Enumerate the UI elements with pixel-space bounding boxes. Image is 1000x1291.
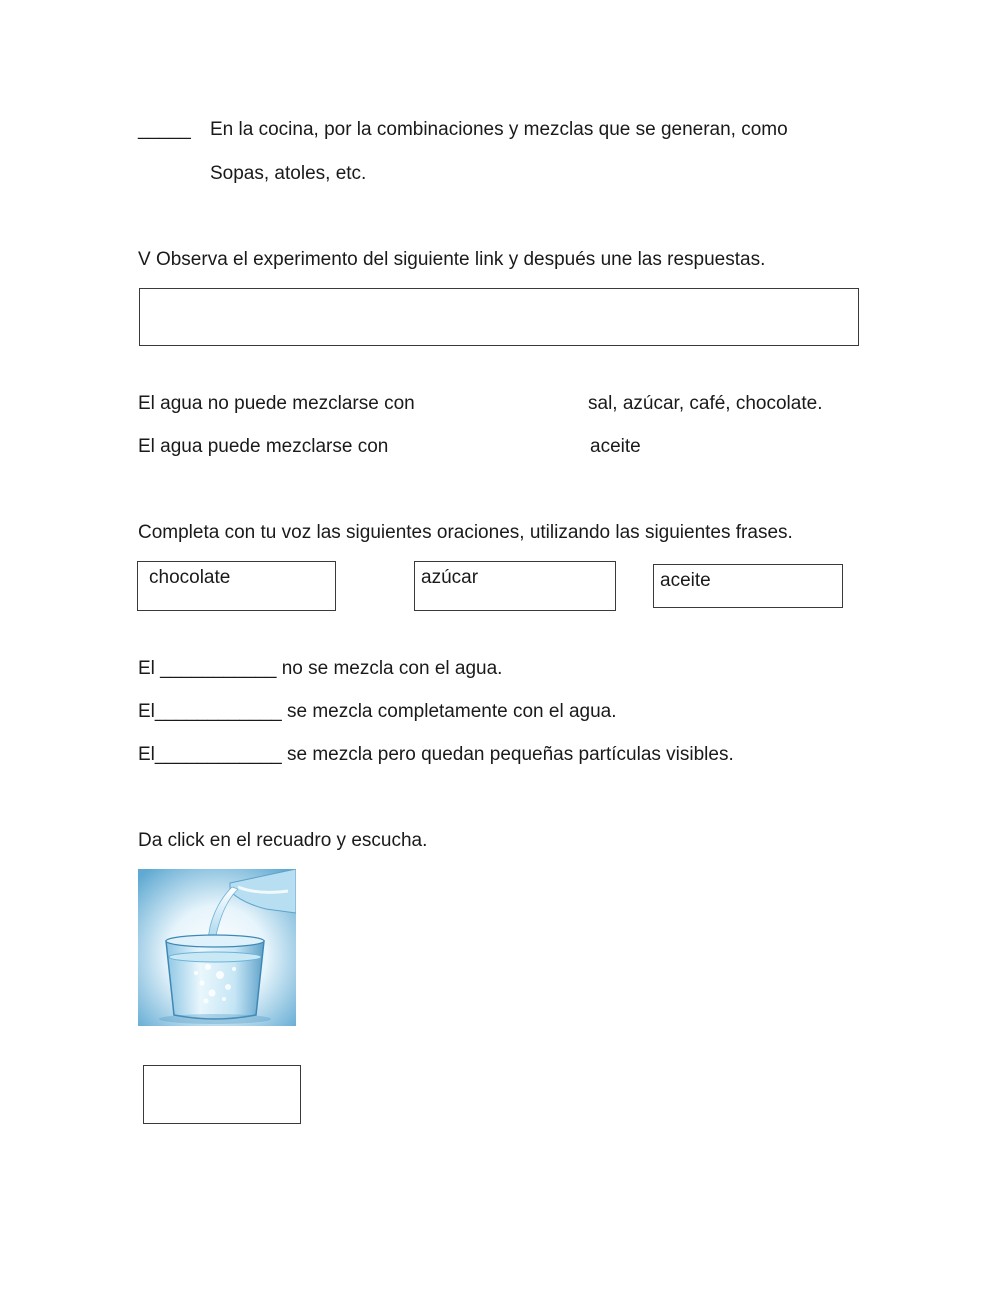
- listen-instruction: Da click en el recuadro y escucha.: [138, 830, 428, 851]
- match-left-1[interactable]: El agua no puede mezclarse con: [138, 393, 415, 414]
- answer-blank[interactable]: _____: [138, 119, 191, 140]
- sentence-2[interactable]: El____________ se mezcla completamente con el agua.: [138, 701, 617, 722]
- water-glass-image: [138, 869, 296, 1026]
- sentence-3[interactable]: El____________ se mezcla pero quedan pequeñas partículas visibles.: [138, 744, 734, 765]
- section-v-instruction: V Observa el experimento del siguiente link y después une las respuestas.: [138, 249, 766, 270]
- word-aceite: aceite: [660, 570, 711, 591]
- sentence-1[interactable]: El ___________ no se mezcla con el agua.: [138, 658, 503, 679]
- word-box-chocolate[interactable]: [137, 561, 336, 611]
- word-chocolate: chocolate: [149, 567, 231, 588]
- match-right-1[interactable]: sal, azúcar, café, chocolate.: [588, 393, 823, 414]
- word-azucar: azúcar: [421, 567, 479, 588]
- audio-play-box[interactable]: [143, 1065, 301, 1124]
- statement-line-2: Sopas, atoles, etc.: [210, 163, 367, 184]
- word-box-azucar[interactable]: [414, 561, 616, 611]
- match-left-2[interactable]: El agua puede mezclarse con: [138, 436, 389, 457]
- video-link-box[interactable]: [139, 288, 859, 346]
- match-right-2[interactable]: aceite: [590, 436, 641, 457]
- word-box-aceite[interactable]: [653, 564, 843, 608]
- voice-instruction: Completa con tu voz las siguientes oraciones, utilizando las siguientes frases.: [138, 522, 793, 543]
- statement-line-1: En la cocina, por la combinaciones y mezclas que se generan, como: [210, 119, 788, 140]
